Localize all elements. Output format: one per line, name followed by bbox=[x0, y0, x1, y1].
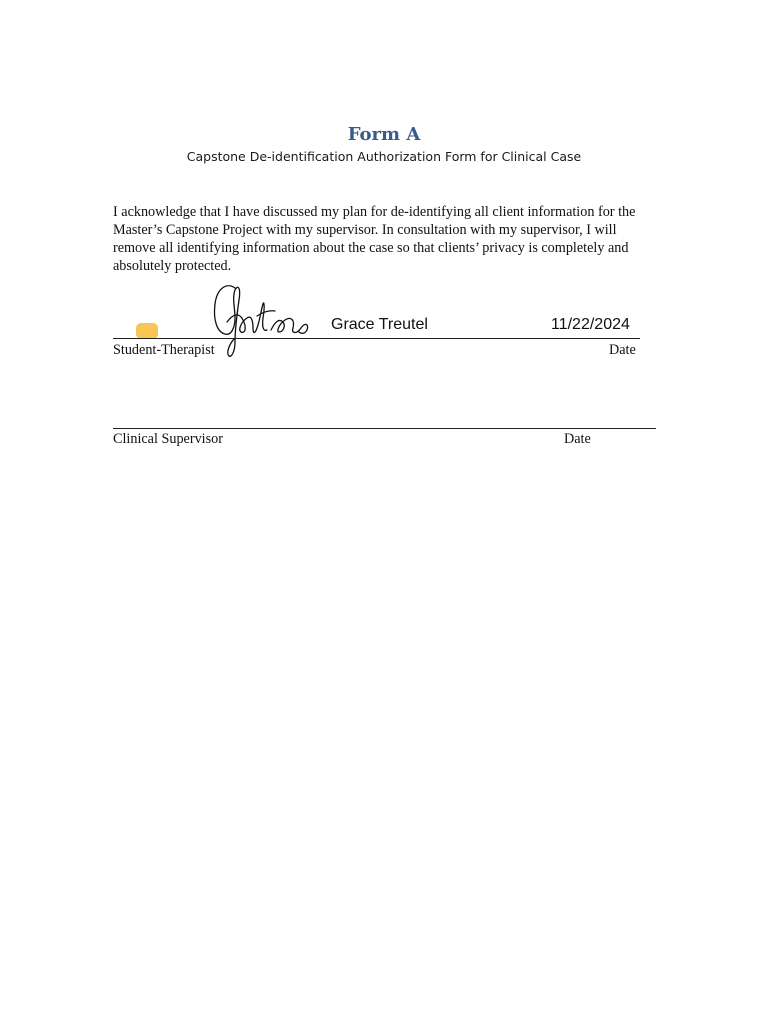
student-therapist-label: Student-Therapist bbox=[113, 342, 215, 358]
form-title: Form A bbox=[347, 124, 421, 145]
clinical-supervisor-label: Clinical Supervisor bbox=[113, 431, 223, 447]
supervisor-date-label: Date bbox=[564, 431, 591, 447]
student-name-value[interactable]: Grace Treutel bbox=[331, 316, 428, 333]
signature-marker-tab[interactable] bbox=[136, 323, 158, 339]
student-signature-line bbox=[113, 338, 640, 339]
form-subtitle: Capstone De-identification Authorization Form for Clinical Case bbox=[186, 149, 582, 164]
acknowledgement-paragraph: I acknowledge that I have discussed my plan for de-identifying all client information for the Master’s Capstone Project with my supervisor. In consultation with my supervisor, I will remove all identifying information about the case so that clients’ privacy is completely and absolutely protected. bbox=[113, 204, 636, 274]
student-signature-image bbox=[205, 278, 315, 362]
student-date-value[interactable]: 11/22/2024 bbox=[551, 316, 630, 333]
student-date-label: Date bbox=[609, 342, 636, 358]
supervisor-signature-line[interactable] bbox=[113, 428, 656, 429]
